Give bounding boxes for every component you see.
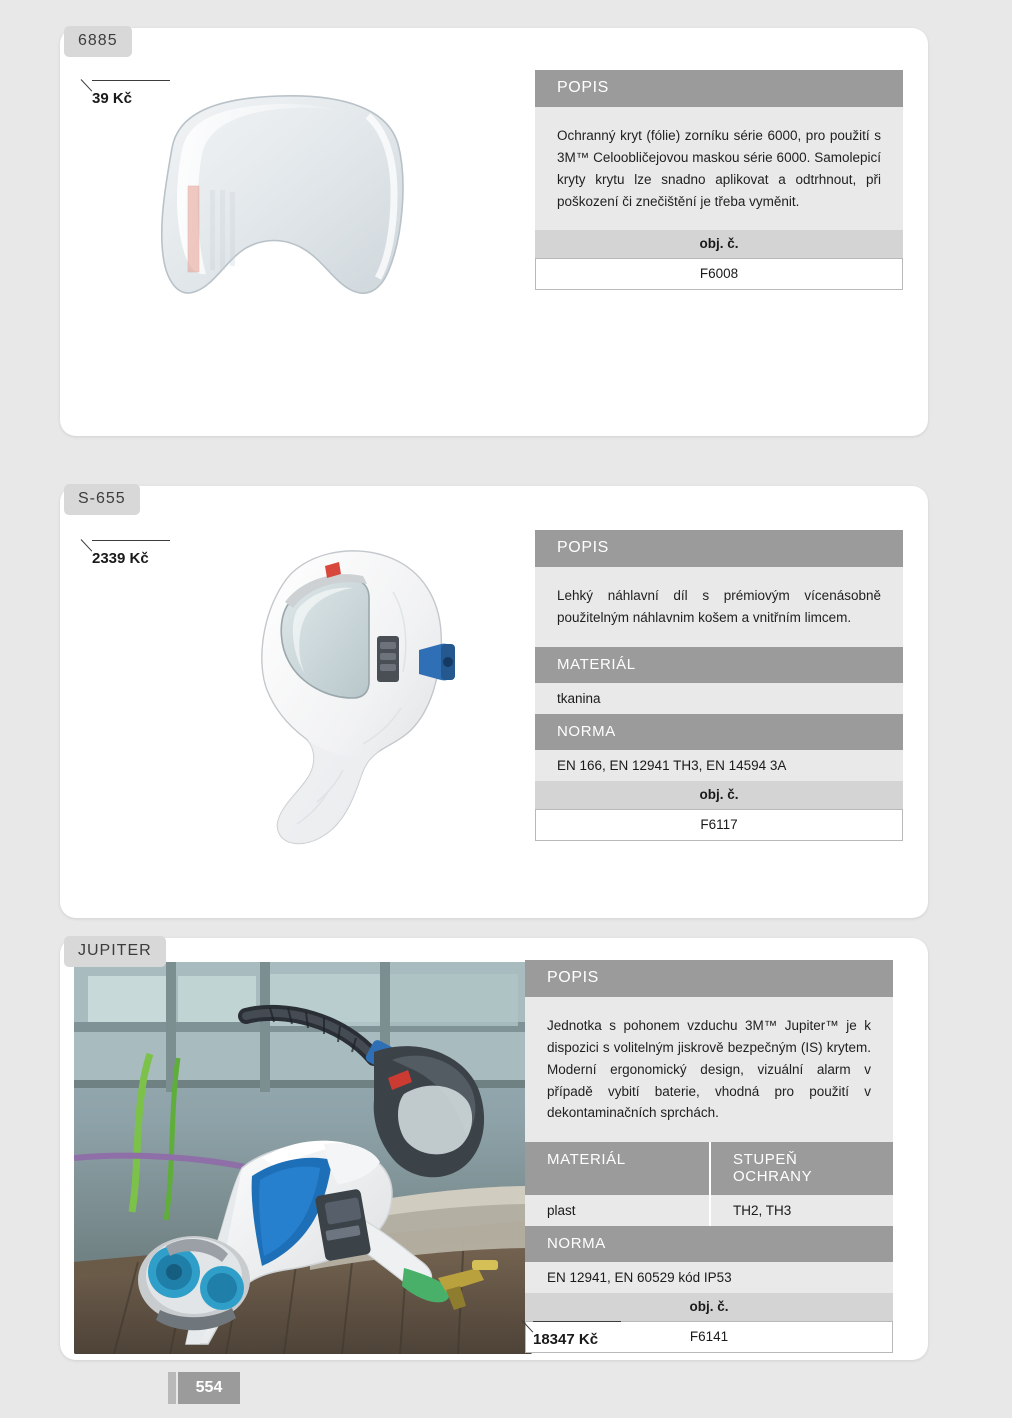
product-image-6885: [130, 90, 440, 320]
section-value-stupen-ochrany: TH2, TH3: [709, 1195, 893, 1226]
price-underline: [92, 540, 170, 541]
objc-label: obj. č.: [535, 781, 903, 809]
section-value-material: tkanina: [535, 683, 903, 714]
product-info-s655: [535, 530, 903, 841]
product-code-badge: JUPITER: [64, 936, 166, 967]
section-label-popis: POPIS: [535, 70, 903, 107]
objc-value: F6117: [535, 809, 903, 841]
price-value: 2339 Kč: [92, 550, 149, 567]
footer-accent-bar: [168, 1372, 176, 1404]
product-price: [92, 550, 149, 567]
product-image-s655: [205, 532, 495, 872]
section-label-norma: NORMA: [535, 714, 903, 750]
product-price: [92, 90, 132, 107]
objc-value: F6141: [525, 1321, 893, 1353]
section-label-popis: POPIS: [525, 960, 893, 997]
section-label-popis: POPIS: [535, 530, 903, 567]
material-protection-row: [525, 1142, 893, 1195]
section-label-material: MATERIÁL: [525, 1142, 709, 1195]
hood-illustration: [205, 532, 495, 872]
product-code-badge: 6885: [64, 26, 132, 57]
section-label-norma: NORMA: [525, 1226, 893, 1262]
product-price: [533, 1331, 598, 1348]
section-text-popis: Jednotka s pohonem vzduchu 3M™ Jupiter™ je k dispozici s volitelným jiskrově bezpečným (IS) krytem. Moderní ergonomický design, vizuální alarm v případě vybití baterie, vhodná pro použití v dekontaminačních sprchách.: [525, 997, 893, 1142]
lens-illustration: [130, 90, 440, 320]
section-text-popis: Ochranný kryt (fólie) zorníku série 6000, pro použití s 3M™ Celoobličejovou maskou série 6000. Samolepicí kryty krytu lze snadno aplikovat a odtrhnout, při poškození či znečištění je třeba vyměnit.: [535, 107, 903, 230]
price-underline: [92, 80, 170, 81]
material-protection-values: [525, 1195, 893, 1226]
product-code-badge: S-655: [64, 484, 140, 515]
price-underline: [533, 1321, 621, 1322]
price-value: 18347 Kč: [533, 1331, 599, 1348]
section-value-norma: EN 166, EN 12941 TH3, EN 14594 3A: [535, 750, 903, 781]
worker-spraying-photo: [74, 962, 532, 1354]
section-text-popis: Lehký náhlavní díl s prémiovým vícenásobně použitelným náhlavnim košem a vnitřním limcem.: [535, 567, 903, 647]
product-info-6885: [535, 70, 903, 290]
product-image-jupiter: [74, 962, 532, 1354]
section-value-norma: EN 12941, EN 60529 kód IP53: [525, 1262, 893, 1293]
objc-value: F6008: [535, 258, 903, 290]
visor-film-icon: [130, 90, 440, 320]
objc-label: obj. č.: [525, 1293, 893, 1321]
price-value: 39 Kč: [92, 90, 133, 107]
section-label-material: MATERIÁL: [535, 647, 903, 683]
worker-photo: [74, 962, 532, 1354]
objc-label: obj. č.: [535, 230, 903, 258]
respirator-hood-icon: [205, 532, 495, 872]
page-number: 554: [178, 1372, 240, 1404]
product-info-jupiter: [525, 960, 893, 1353]
section-value-material: plast: [525, 1195, 709, 1226]
section-label-stupen-ochrany: STUPEŇ OCHRANY: [709, 1142, 893, 1195]
